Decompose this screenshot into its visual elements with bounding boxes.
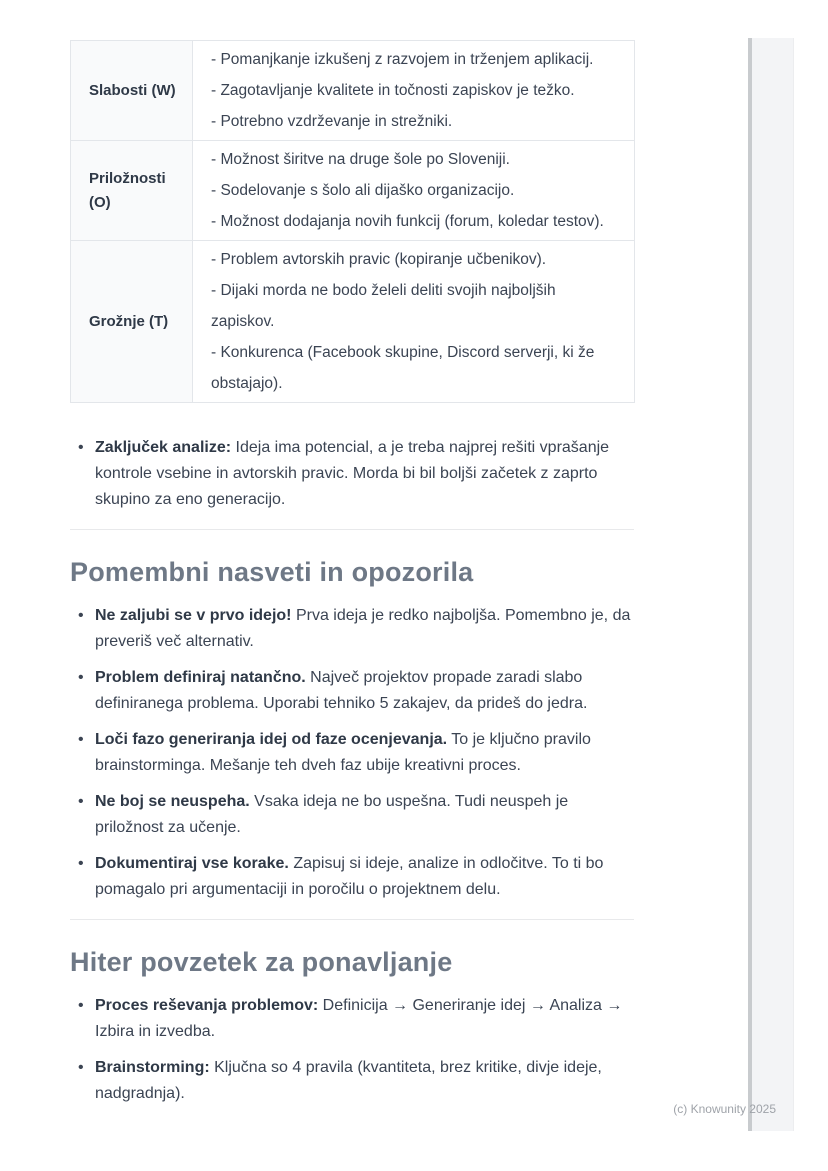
- list-item: [70, 851, 634, 903]
- bullet-lead: Zaključek analize:: [95, 439, 232, 456]
- bullet-lead: Loči fazo generiranja idej od faze ocenjevanja.: [95, 731, 448, 748]
- bullet-text: Ključna so 4 pravila (kvantiteta, brez kritike, divje ideje, nadgradnja).: [95, 1059, 602, 1102]
- cell-line: - Zagotavljanje kvalitete in točnosti zapiskov je težko.: [211, 82, 575, 99]
- swot-table: [70, 40, 635, 403]
- advice-list: [70, 603, 634, 903]
- list-item: [70, 727, 634, 779]
- cell-line: - Možnost dodajanja novih funkcij (forum, koledar testov).: [211, 213, 604, 230]
- bullet-text: Največ projektov propade zaradi slabo definiranega problema. Uporabi tehniko 5 zakajev, da prideš do jedra.: [95, 669, 588, 712]
- list-item: [70, 993, 634, 1045]
- row-header-opportunities: Priložnosti (O): [71, 141, 193, 241]
- summary-list: [70, 993, 634, 1107]
- table-row-opportunities: [71, 141, 635, 241]
- cell-line: - Dijaki morda ne bodo želeli deliti svojih najboljših zapiskov.: [211, 282, 556, 330]
- cell-line: - Pomanjkanje izkušenj z razvojem in trženjem aplikacij.: [211, 51, 594, 68]
- bullet-lead: Brainstorming:: [95, 1059, 210, 1076]
- bullet-lead: Dokumentiraj vse korake.: [95, 855, 289, 872]
- list-item-conclusion: [70, 435, 634, 513]
- table-row-threats: [71, 241, 635, 403]
- row-cell-weaknesses: [193, 41, 635, 141]
- copyright-note: (c) Knowunity 2025: [673, 1102, 776, 1116]
- section-divider: [70, 529, 634, 530]
- cell-line: - Sodelovanje s šolo ali dijaško organizacijo.: [211, 182, 515, 199]
- row-cell-threats: [193, 241, 635, 403]
- bullet-lead: Problem definiraj natančno.: [95, 669, 306, 686]
- list-item: [70, 603, 634, 655]
- cell-line: - Možnost širitve na druge šole po Sloveniji.: [211, 151, 510, 168]
- bullet-lead: Ne boj se neuspeha.: [95, 793, 250, 810]
- section-divider: [70, 919, 634, 920]
- bullet-text: Zapisuj si ideje, analize in odločitve. To ti bo pomagalo pri argumentaciji in poročilu o projektnem delu.: [95, 855, 604, 898]
- table-row-weaknesses: [71, 41, 635, 141]
- cell-line: - Konkurenca (Facebook skupine, Discord serverji, ki že obstajajo).: [211, 344, 595, 392]
- row-header-threats: Grožnje (T): [71, 241, 193, 403]
- scrollbar-track[interactable]: [748, 38, 794, 1131]
- section-heading-advice: Pomembni nasveti in opozorila: [70, 557, 474, 587]
- bullet-text: To je ključno pravilo brainstorminga. Mešanje teh dveh faz ubije kreativni proces.: [95, 731, 591, 774]
- list-item: [70, 1055, 634, 1107]
- scrollbar-thumb[interactable]: [748, 38, 752, 1131]
- cell-line: - Potrebno vzdrževanje in strežniki.: [211, 113, 453, 130]
- bullet-lead: Proces reševanja problemov:: [95, 997, 319, 1014]
- bullet-text: Vsaka ideja ne bo uspešna. Tudi neuspeh je priložnost za učenje.: [95, 793, 569, 836]
- list-item: [70, 789, 634, 841]
- bullet-text: Ideja ima potencial, a je treba najprej rešiti vprašanje kontrole vsebine in avtorskih pravic. Morda bi bil boljši začetek z zaprto skupino za eno generacijo.: [95, 439, 610, 508]
- page-content: [70, 40, 634, 1117]
- conclusion-list: [70, 435, 634, 513]
- bullet-text: Definicija → Generiranje idej → Analiza → Izbira in izvedba.: [95, 997, 623, 1040]
- row-cell-opportunities: [193, 141, 635, 241]
- row-header-weaknesses: Slabosti (W): [71, 41, 193, 141]
- list-item: [70, 665, 634, 717]
- section-heading-summary: Hiter povzetek za ponavljanje: [70, 947, 453, 977]
- bullet-text: Prva ideja je redko najboljša. Pomembno je, da preveriš več alternativ.: [95, 607, 631, 650]
- cell-line: - Problem avtorskih pravic (kopiranje učbenikov).: [211, 251, 547, 268]
- bullet-lead: Ne zaljubi se v prvo idejo!: [95, 607, 292, 624]
